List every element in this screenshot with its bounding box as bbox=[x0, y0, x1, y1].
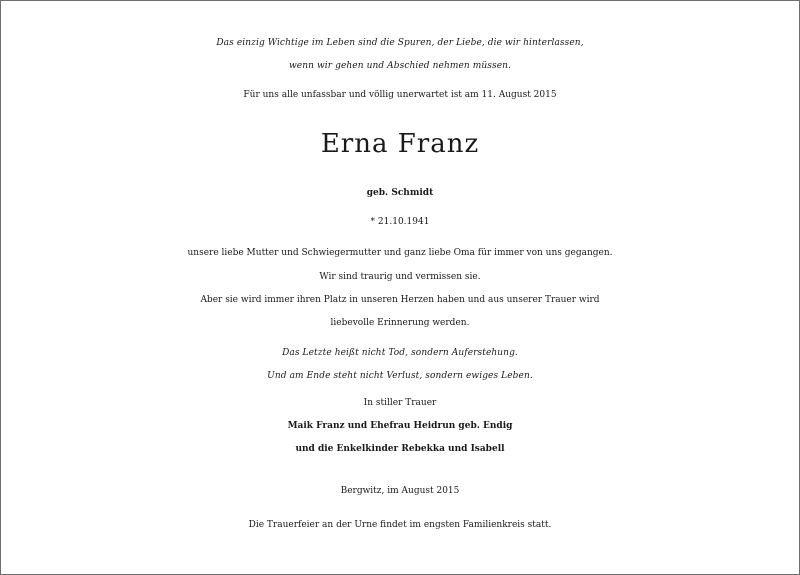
place-date: Bergwitz, im August 2015 bbox=[340, 486, 460, 496]
message-line-3: Aber sie wird immer ihren Platz in unseren Herzen haben und aus unserer Trauer wird bbox=[200, 295, 600, 305]
funeral-note: Die Trauerfeier an der Urne findet im engsten Familienkreis statt. bbox=[248, 520, 552, 530]
deceased-name: Erna Franz bbox=[320, 129, 480, 159]
motto-line-1: Das einzig Wichtige im Leben sind die Spuren, der Liebe, die wir hinterlassen, bbox=[216, 38, 584, 48]
message-line-1: unsere liebe Mutter und Schwiegermutter und ganz liebe Oma für immer von uns gegangen. bbox=[187, 248, 613, 258]
mourners-line-1: Maik Franz und Ehefrau Heidrun geb. Endig bbox=[287, 421, 513, 431]
quote-line-1: Das Letzte heißt nicht Tod, sondern Auferstehung. bbox=[282, 348, 518, 358]
message-line-4: liebevolle Erinnerung werden. bbox=[330, 318, 470, 328]
intro-text: Für uns alle unfassbar und völlig unerwartet ist am 11. August 2015 bbox=[243, 90, 557, 100]
motto-line-2: wenn wir gehen und Abschied nehmen müssen. bbox=[288, 61, 512, 71]
message-line-2: Wir sind traurig und vermissen sie. bbox=[319, 272, 481, 282]
mourning-heading: In stiller Trauer bbox=[363, 398, 437, 408]
birth-date: * 21.10.1941 bbox=[370, 217, 430, 227]
mourners-line-2: und die Enkelkinder Rebekka und Isabell bbox=[295, 444, 505, 454]
quote-line-2: Und am Ende steht nicht Verlust, sondern ewiges Leben. bbox=[267, 371, 533, 381]
maiden-name: geb. Schmidt bbox=[366, 188, 434, 198]
